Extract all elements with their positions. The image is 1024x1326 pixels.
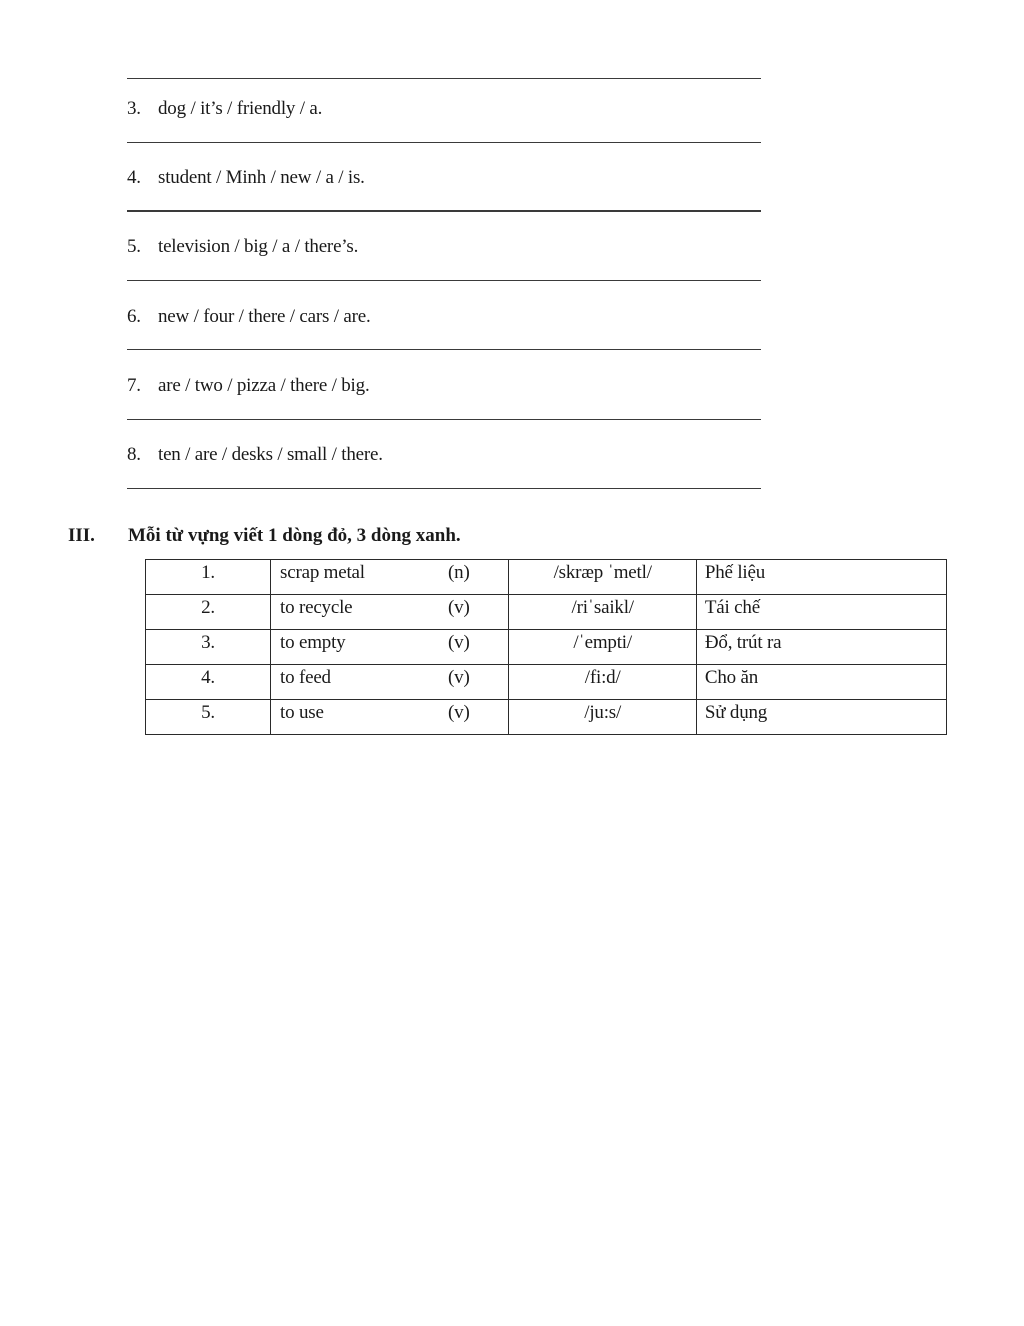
vocab-word-cell [271,560,509,595]
section-heading [68,525,461,547]
exercise-number: 7. [127,375,141,396]
vocab-word-cell [271,595,509,630]
exercise-text: television / big / a / there’s. [158,236,359,257]
vocab-word: to feed [280,667,331,688]
vocab-part-of-speech: (v) [448,667,470,688]
vocab-pronunciation: /fi:d/ [509,665,696,700]
vocab-part-of-speech: (v) [448,597,470,618]
exercise-text: student / Minh / new / a / is. [158,167,365,188]
answer-line [127,349,761,350]
vocab-word-cell [271,700,509,735]
exercise-item [127,167,365,189]
exercise-item [127,98,322,120]
answer-line [127,142,761,143]
vocab-word: to use [280,702,324,723]
exercise-number: 4. [127,167,141,188]
table-row [146,630,947,665]
vocab-pronunciation: /skræp ˈmetl/ [509,560,696,595]
vocab-word: scrap metal [280,562,365,583]
vocab-pronunciation: /riˈsaikl/ [509,595,696,630]
table-row [146,700,947,735]
vocab-word-cell [271,630,509,665]
section-number: III. [68,525,95,546]
exercise-item [127,444,383,466]
exercise-item [127,375,370,397]
vocab-part-of-speech: (v) [448,632,470,653]
answer-line [127,488,761,489]
answer-line [127,419,761,420]
answer-line [127,280,761,281]
vocab-meaning: Cho ăn [696,665,946,700]
exercise-text: are / two / pizza / there / big. [158,375,370,396]
table-row [146,595,947,630]
exercise-number: 3. [127,98,141,119]
vocab-number: 4. [146,665,271,700]
vocab-pronunciation: /ju:s/ [509,700,696,735]
answer-line [127,210,761,212]
section-title: Mỗi từ vựng viết 1 dòng đỏ, 3 dòng xanh. [128,525,461,546]
exercise-number: 6. [127,306,141,327]
exercise-text: dog / it’s / friendly / a. [158,98,323,119]
exercise-number: 5. [127,236,141,257]
vocab-word-cell [271,665,509,700]
vocab-part-of-speech: (v) [448,702,470,723]
vocab-word: to empty [280,632,346,653]
table-row [146,560,947,595]
vocab-meaning: Tái chế [696,595,946,630]
exercise-item [127,306,371,328]
vocab-word: to recycle [280,597,353,618]
vocab-meaning: Phế liệu [696,560,946,595]
vocab-part-of-speech: (n) [448,562,470,583]
exercise-item [127,236,358,258]
table-row [146,665,947,700]
vocab-pronunciation: /ˈempti/ [509,630,696,665]
vocab-meaning: Đổ, trút ra [696,630,946,665]
vocab-number: 1. [146,560,271,595]
answer-line [127,78,761,79]
vocab-number: 3. [146,630,271,665]
vocabulary-table [145,559,947,735]
vocab-meaning: Sử dụng [696,700,946,735]
vocab-number: 5. [146,700,271,735]
exercise-text: new / four / there / cars / are. [158,306,371,327]
exercise-text: ten / are / desks / small / there. [158,444,383,465]
exercise-number: 8. [127,444,141,465]
vocab-number: 2. [146,595,271,630]
